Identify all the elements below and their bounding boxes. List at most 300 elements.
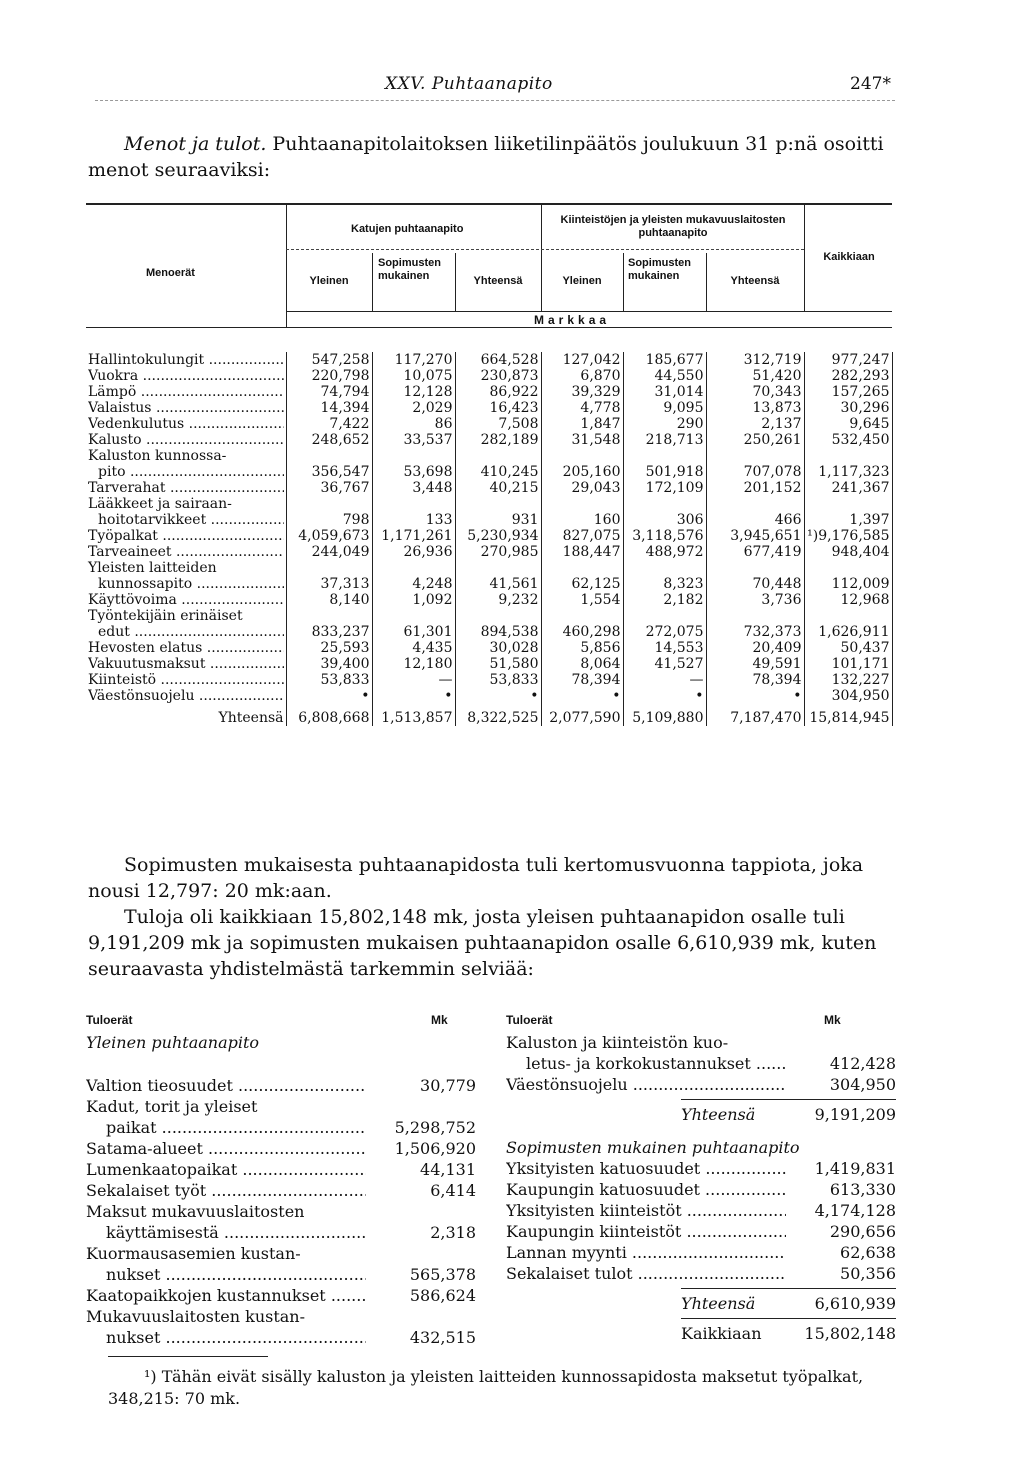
row-label <box>86 544 286 560</box>
row-label-text: pito ..... <box>88 464 284 480</box>
income-row-label <box>506 1074 786 1095</box>
unit-markkaa: Markkaa <box>534 313 611 327</box>
cell-value: • <box>286 688 372 704</box>
income-label-line: käyttämisestä ..... <box>86 1222 366 1243</box>
row-label <box>86 576 286 592</box>
section-title: Menot ja tulot. <box>124 133 267 155</box>
cell-value: 7,422 <box>286 416 372 432</box>
cell-value: 86,922 <box>455 384 541 400</box>
income-label-line: Kaatopaikkojen kustannukset ..... <box>86 1285 366 1306</box>
income-label-line: Kadut, torit ja yleiset <box>86 1097 258 1116</box>
income-label-line: nukset ..... <box>86 1327 366 1348</box>
cell-value: 51,420 <box>706 368 804 384</box>
row-label-text: Hallintokulungit ..... <box>88 352 284 368</box>
income-row-label <box>86 1285 366 1306</box>
cell-value: 9,232 <box>455 592 541 608</box>
cell-value: 282,293 <box>804 368 892 384</box>
cell-value: 244,049 <box>286 544 372 560</box>
col-total: Kaikkiaan <box>823 251 875 263</box>
col-sopimus-2: Sopimusten mukainen <box>628 257 691 282</box>
col-sopimus-1: Sopimusten mukainen <box>378 257 441 282</box>
footnote-rule <box>108 1356 268 1357</box>
income-row-value: 6,414 <box>430 1181 476 1200</box>
cell-value: 172,109 <box>623 480 706 496</box>
income-row <box>86 1138 476 1159</box>
row-label-text: Valaistus ..... <box>88 400 284 416</box>
table-row <box>86 480 892 496</box>
cell-value: 532,450 <box>804 432 892 448</box>
income-left-column <box>86 1010 476 1348</box>
cell-value: • <box>541 688 623 704</box>
cell-value: 707,078 <box>706 464 804 480</box>
cell-value: 132,227 <box>804 672 892 688</box>
cell-value: 948,404 <box>804 544 892 560</box>
cell-value: 931 <box>455 512 541 528</box>
row-label: Työntekijäin erinäiset <box>86 608 286 624</box>
cell-value: 70,343 <box>706 384 804 400</box>
income-row-value: 412,428 <box>829 1054 896 1073</box>
row-label <box>86 512 286 528</box>
cell-value: 13,873 <box>706 400 804 416</box>
income-row <box>506 1074 896 1095</box>
table-row <box>86 464 892 480</box>
col-group-properties: Kiinteistöjen ja yleisten mukavuuslaitosten puhtaanapito <box>560 214 786 239</box>
income-row-label <box>86 1138 366 1159</box>
subtotal-yleinen <box>681 1099 896 1125</box>
table-row <box>86 640 892 656</box>
cell-value: 201,152 <box>706 480 804 496</box>
total-value: 5,109,880 <box>623 704 706 726</box>
row-label: Lääkkeet ja sairaan- <box>86 496 286 512</box>
cell-value: 112,009 <box>804 576 892 592</box>
subtotal-yleinen-label: Yhteensä <box>681 1105 756 1124</box>
cell-value: 250,261 <box>706 432 804 448</box>
row-label-text: Hevosten elatus ..... <box>88 640 284 656</box>
row-label <box>86 592 286 608</box>
income-row <box>86 1075 476 1096</box>
grand-total <box>681 1318 896 1344</box>
income-row-value: 565,378 <box>409 1265 476 1284</box>
cell-value: 3,945,651 <box>706 528 804 544</box>
cell-value: 2,137 <box>706 416 804 432</box>
cell-value: 241,367 <box>804 480 892 496</box>
income-row-label <box>86 1096 366 1138</box>
table-row-label-cont <box>86 560 892 576</box>
cell-value: 304,950 <box>804 688 892 704</box>
income-row-value: 613,330 <box>829 1180 896 1199</box>
cell-value: 37,313 <box>286 576 372 592</box>
cell-value: 86 <box>372 416 455 432</box>
income-label-line: Kaluston ja kiinteistön kuo- <box>506 1033 729 1052</box>
row-label <box>86 528 286 544</box>
income-row-value: 304,950 <box>829 1075 896 1094</box>
table-row <box>86 528 892 544</box>
yleinen-section-title: Yleinen puhtaanapito <box>86 1033 260 1052</box>
income-row-value: 62,638 <box>840 1243 896 1262</box>
row-label <box>86 624 286 640</box>
page-number: 247* <box>850 74 891 94</box>
income-label-line: Yksityisten kiinteistöt ..... <box>506 1200 786 1221</box>
cell-value: 133 <box>372 512 455 528</box>
subtotal-sopimus-label: Yhteensä <box>681 1294 756 1313</box>
cell-value: 205,160 <box>541 464 623 480</box>
table-row <box>86 416 892 432</box>
row-label <box>86 368 286 384</box>
income-row-label <box>506 1221 786 1242</box>
cell-value: 8,323 <box>623 576 706 592</box>
cell-value: 2,029 <box>372 400 455 416</box>
cell-value: 230,873 <box>455 368 541 384</box>
cell-value: 2,182 <box>623 592 706 608</box>
cell-value: 798 <box>286 512 372 528</box>
income-row-value: 5,298,752 <box>394 1118 476 1137</box>
cell-value: 270,985 <box>455 544 541 560</box>
cell-value: 74,794 <box>286 384 372 400</box>
cell-value: 218,713 <box>623 432 706 448</box>
header-rule <box>95 100 895 101</box>
cell-value: 29,043 <box>541 480 623 496</box>
cell-value: 6,870 <box>541 368 623 384</box>
intro-paragraph <box>88 131 898 183</box>
total-label: Yhteensä <box>86 704 286 726</box>
income-right-column <box>506 1010 896 1344</box>
cell-value: • <box>623 688 706 704</box>
table-row <box>86 576 892 592</box>
cell-value: 30,028 <box>455 640 541 656</box>
cell-value: 127,042 <box>541 352 623 368</box>
income-label-line: Lannan myynti ..... <box>506 1242 786 1263</box>
cell-value: 20,409 <box>706 640 804 656</box>
cell-value: 272,075 <box>623 624 706 640</box>
row-label-text: Kiinteistö ..... <box>88 672 284 688</box>
cell-value: 664,528 <box>455 352 541 368</box>
income-label-line: nukset ..... <box>86 1264 366 1285</box>
cell-value: 410,245 <box>455 464 541 480</box>
row-label <box>86 432 286 448</box>
cell-value: 5,856 <box>541 640 623 656</box>
cell-value: 547,258 <box>286 352 372 368</box>
income-row-value: 50,356 <box>840 1264 896 1283</box>
expense-table-header <box>86 203 892 328</box>
cell-value: — <box>372 672 455 688</box>
income-row-label <box>86 1201 366 1243</box>
cell-value: 53,833 <box>455 672 541 688</box>
income-paragraph: Tuloja oli kaikkiaan 15,802,148 mk, josta yleisen puhtaanapidon osalle tuli 9,191,209 mk ja sopimusten mukaisen puhtaanapidon osalle 6,610,939 mk, kuten seuraavasta yhdistelmästä tarkemmin selviää: <box>88 906 877 980</box>
income-row-label <box>506 1158 786 1179</box>
cell-value: ¹)9,176,585 <box>804 528 892 544</box>
cell-value: 101,171 <box>804 656 892 672</box>
cell-value: 31,014 <box>623 384 706 400</box>
cell-value: • <box>455 688 541 704</box>
col-yhteensa-1: Yhteensä <box>473 275 523 287</box>
income-row <box>86 1096 476 1138</box>
cell-value: 306 <box>623 512 706 528</box>
expense-table <box>86 203 892 726</box>
cell-value: 185,677 <box>623 352 706 368</box>
row-label: Kaluston kunnossa- <box>86 448 286 464</box>
row-label <box>86 688 286 704</box>
cell-value: 41,561 <box>455 576 541 592</box>
cell-value: 1,092 <box>372 592 455 608</box>
cell-value: 14,394 <box>286 400 372 416</box>
cell-value: 248,652 <box>286 432 372 448</box>
cell-value: 70,448 <box>706 576 804 592</box>
row-label-text: Tarveaineet ..... <box>88 544 284 560</box>
cell-value: 356,547 <box>286 464 372 480</box>
cell-value: 1,626,911 <box>804 624 892 640</box>
table-row <box>86 672 892 688</box>
cell-value: 188,447 <box>541 544 623 560</box>
row-label-text: hoitotarvikkeet ..... <box>88 512 284 528</box>
cell-value: 33,537 <box>372 432 455 448</box>
mk-head-right: Mk <box>824 1013 841 1027</box>
total-value: 15,814,945 <box>804 704 892 726</box>
row-label-text: Vedenkulutus ..... <box>88 416 284 432</box>
total-row <box>86 704 892 726</box>
cell-value: 44,550 <box>623 368 706 384</box>
income-row <box>506 1032 896 1074</box>
income-row-value: 1,419,831 <box>814 1159 896 1178</box>
col-yleinen-2: Yleinen <box>562 275 602 287</box>
income-row-value: 44,131 <box>420 1160 476 1179</box>
row-label <box>86 656 286 672</box>
cell-value: 466 <box>706 512 804 528</box>
income-label-line: paikat ..... <box>86 1117 366 1138</box>
income-row-label <box>506 1200 786 1221</box>
income-row-value: 432,515 <box>409 1328 476 1347</box>
cell-value: 40,215 <box>455 480 541 496</box>
cell-value: 7,508 <box>455 416 541 432</box>
row-label <box>86 464 286 480</box>
income-row <box>506 1221 896 1242</box>
table-row-label-cont <box>86 608 892 624</box>
cell-value: 677,419 <box>706 544 804 560</box>
cell-value: 282,189 <box>455 432 541 448</box>
income-row-label <box>506 1179 786 1200</box>
table-row-label-cont <box>86 448 892 464</box>
cell-value: 53,698 <box>372 464 455 480</box>
cell-value: 10,075 <box>372 368 455 384</box>
row-label <box>86 416 286 432</box>
income-row <box>86 1285 476 1306</box>
mk-head-left: Mk <box>431 1013 448 1027</box>
tuloerat-head-left: Tuloerät <box>86 1013 133 1027</box>
cell-value: • <box>372 688 455 704</box>
income-row-value: 30,779 <box>420 1076 476 1095</box>
income-row <box>86 1201 476 1243</box>
cell-value: 3,448 <box>372 480 455 496</box>
income-row-label <box>506 1032 786 1074</box>
cell-value: 1,171,261 <box>372 528 455 544</box>
table-row <box>86 400 892 416</box>
table-row <box>86 544 892 560</box>
income-label-line: Väestönsuojelu ..... <box>506 1074 786 1095</box>
cell-value: 501,918 <box>623 464 706 480</box>
row-label-text: Kalusto ..... <box>88 432 284 448</box>
cell-value: 36,767 <box>286 480 372 496</box>
cell-value: 1,397 <box>804 512 892 528</box>
income-row-label <box>86 1306 366 1348</box>
cell-value: 8,064 <box>541 656 623 672</box>
expense-table-body <box>86 352 893 726</box>
income-label-line: Lumenkaatopaikat ..... <box>86 1159 366 1180</box>
income-label-line: Kaupungin kiinteistöt ..... <box>506 1221 786 1242</box>
row-label-text: Tarverahat ..... <box>88 480 284 496</box>
row-label-text: kunnossapito ..... <box>88 576 284 592</box>
income-row-value: 2,318 <box>430 1223 476 1242</box>
table-row <box>86 432 892 448</box>
cell-value: 25,593 <box>286 640 372 656</box>
cell-value: 26,936 <box>372 544 455 560</box>
income-row-label <box>506 1242 786 1263</box>
cell-value: 50,437 <box>804 640 892 656</box>
col-yhteensa-2: Yhteensä <box>730 275 780 287</box>
cell-value: 460,298 <box>541 624 623 640</box>
cell-value: — <box>623 672 706 688</box>
income-label-line: Satama-alueet ..... <box>86 1138 366 1159</box>
cell-value: 14,553 <box>623 640 706 656</box>
col-menoerat: Menoerät <box>146 267 195 279</box>
income-row <box>86 1180 476 1201</box>
total-value: 7,187,470 <box>706 704 804 726</box>
cell-value: 31,548 <box>541 432 623 448</box>
table-row <box>86 688 892 704</box>
row-label <box>86 400 286 416</box>
table-row <box>86 384 892 400</box>
cell-value: 312,719 <box>706 352 804 368</box>
table-row-label-cont <box>86 496 892 512</box>
income-label-line: Kuormausasemien kustan- <box>86 1244 301 1263</box>
row-label-text: Väestönsuojelu ..... <box>88 688 284 704</box>
income-row-label <box>506 1263 786 1284</box>
grand-total-value: 15,802,148 <box>804 1324 896 1343</box>
cell-value: 62,125 <box>541 576 623 592</box>
income-label-line: Maksut mukavuuslaitosten <box>86 1202 305 1221</box>
row-label: Yleisten laitteiden <box>86 560 286 576</box>
income-row <box>506 1179 896 1200</box>
sopimus-section-title: Sopimusten mukainen puhtaanapito <box>506 1138 800 1157</box>
cell-value: 8,140 <box>286 592 372 608</box>
income-label-line: Sekalaiset työt ..... <box>86 1180 366 1201</box>
cell-value: 160 <box>541 512 623 528</box>
col-group-streets: Katujen puhtaanapito <box>351 223 464 235</box>
grand-total-label: Kaikkiaan <box>681 1324 762 1343</box>
row-label-text: Käyttövoima ..... <box>88 592 284 608</box>
income-row-value: 1,506,920 <box>394 1139 476 1158</box>
row-label-text: Vuokra ..... <box>88 368 284 384</box>
cell-value: 12,968 <box>804 592 892 608</box>
income-label-line: letus- ja korkokustannukset ..... <box>506 1053 786 1074</box>
table-row <box>86 624 892 640</box>
cell-value: 488,972 <box>623 544 706 560</box>
footnote: ¹) Tähän eivät sisälly kaluston ja yleisten laitteiden kunnossapidosta maksetut työpalkat, 348,215: 70 mk. <box>108 1367 864 1408</box>
cell-value: 5,230,934 <box>455 528 541 544</box>
cell-value: 1,554 <box>541 592 623 608</box>
subtotal-yleinen-value: 9,191,209 <box>814 1105 896 1124</box>
cell-value: 49,591 <box>706 656 804 672</box>
cell-value: 732,373 <box>706 624 804 640</box>
cell-value: 12,180 <box>372 656 455 672</box>
income-label-line: Mukavuuslaitosten kustan- <box>86 1307 306 1326</box>
row-label <box>86 672 286 688</box>
cell-value: 3,736 <box>706 592 804 608</box>
total-value: 2,077,590 <box>541 704 623 726</box>
cell-value: 117,270 <box>372 352 455 368</box>
cell-value: 78,394 <box>541 672 623 688</box>
cell-value: 827,075 <box>541 528 623 544</box>
cell-value: 12,128 <box>372 384 455 400</box>
cell-value: 833,237 <box>286 624 372 640</box>
row-label-text: edut ..... <box>88 624 284 640</box>
cell-value: • <box>706 688 804 704</box>
cell-value: 61,301 <box>372 624 455 640</box>
cell-value: 3,118,576 <box>623 528 706 544</box>
cell-value: 39,329 <box>541 384 623 400</box>
loss-paragraph: Sopimusten mukaisesta puhtaanapidosta tuli kertomusvuonna tappiota, joka nousi 12,797: 20 mk:aan. <box>88 854 864 902</box>
income-row <box>506 1263 896 1284</box>
income-row <box>506 1158 896 1179</box>
cell-value: 1,847 <box>541 416 623 432</box>
income-row-label <box>86 1243 366 1285</box>
subtotal-sopimus <box>681 1288 896 1314</box>
row-label <box>86 480 286 496</box>
cell-value: 39,400 <box>286 656 372 672</box>
table-row <box>86 592 892 608</box>
row-label <box>86 384 286 400</box>
cell-value: 9,095 <box>623 400 706 416</box>
cell-value: 4,248 <box>372 576 455 592</box>
income-label-line: Yksityisten katuosuudet ..... <box>506 1158 786 1179</box>
cell-value: 30,296 <box>804 400 892 416</box>
running-header: XXV. Puhtaanapito <box>385 74 553 94</box>
total-value: 8,322,525 <box>455 704 541 726</box>
row-label-text: Lämpö ..... <box>88 384 284 400</box>
cell-value: 16,423 <box>455 400 541 416</box>
row-label <box>86 640 286 656</box>
income-row-label <box>86 1159 366 1180</box>
income-row-label <box>86 1180 366 1201</box>
income-row-value: 4,174,128 <box>814 1201 896 1220</box>
income-row <box>86 1306 476 1348</box>
row-label <box>86 352 286 368</box>
cell-value: 977,247 <box>804 352 892 368</box>
cell-value: 157,265 <box>804 384 892 400</box>
cell-value: 894,538 <box>455 624 541 640</box>
total-value: 1,513,857 <box>372 704 455 726</box>
income-row <box>86 1243 476 1285</box>
col-yleinen-1: Yleinen <box>309 275 349 287</box>
cell-value: 78,394 <box>706 672 804 688</box>
subtotal-sopimus-value: 6,610,939 <box>814 1294 896 1313</box>
table-row <box>86 656 892 672</box>
cell-value: 4,778 <box>541 400 623 416</box>
row-label-text: Vakuutusmaksut ..... <box>88 656 284 672</box>
tuloerat-head-right: Tuloerät <box>506 1013 553 1027</box>
income-row-label <box>86 1075 366 1096</box>
table-row <box>86 512 892 528</box>
cell-value: 53,833 <box>286 672 372 688</box>
cell-value: 51,580 <box>455 656 541 672</box>
income-label-line: Valtion tieosuudet ..... <box>86 1075 366 1096</box>
cell-value: 9,645 <box>804 416 892 432</box>
income-label-line: Sekalaiset tulot ..... <box>506 1263 786 1284</box>
total-value: 6,808,668 <box>286 704 372 726</box>
cell-value: 4,435 <box>372 640 455 656</box>
income-row-value: 290,656 <box>829 1222 896 1241</box>
row-label-text: Työpalkat ..... <box>88 528 284 544</box>
table-row <box>86 352 892 368</box>
income-row <box>506 1200 896 1221</box>
